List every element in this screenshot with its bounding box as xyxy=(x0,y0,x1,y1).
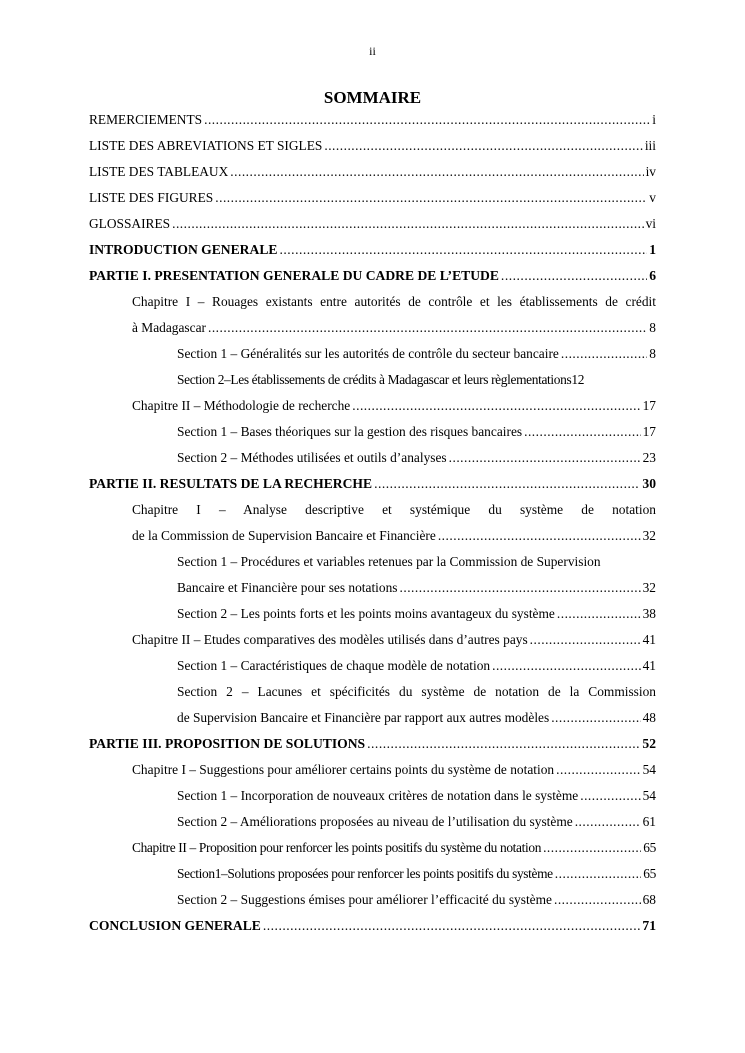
toc-entry-figures[interactable]: LISTE DES FIGURES ..... v xyxy=(89,185,656,211)
page-title: SOMMAIRE xyxy=(323,88,422,107)
toc-entry-p1-chapitre-1-line1[interactable]: Chapitre I – Rouages existants entre autorités de contrôle et les établissements de crédit xyxy=(132,294,656,309)
page-number: ii xyxy=(369,44,376,58)
toc-entry-partie-3[interactable]: PARTIE III. PROPOSITION DE SOLUTIONS ..... 52 xyxy=(89,731,656,757)
toc-entry-tableaux[interactable]: LISTE DES TABLEAUX ..... iv xyxy=(89,159,656,185)
toc-entry-p2-c1-section-1-line1[interactable]: Section 1 – Procédures et variables retenues par la Commission de Supervision xyxy=(177,554,601,569)
toc-entry-p2-chapitre-1-line1[interactable]: Chapitre I – Analyse descriptive et systémique du système de notation xyxy=(132,502,656,517)
toc-entry-p3-c2-section-1[interactable]: Section1–Solutions proposées pour renforcer les points positifs du système ..... 65 xyxy=(89,861,656,887)
toc-entry-p2-c1-section-1-line2[interactable]: Bancaire et Financière pour ses notations ..... 32 xyxy=(89,575,656,601)
toc-entry-p2-c2-section-1[interactable]: Section 1 – Caractéristiques de chaque modèle de notation ..... 41 xyxy=(89,653,656,679)
toc-entry-p1-c1-section-1[interactable]: Section 1 – Généralités sur les autorités de contrôle du secteur bancaire ..... 8 xyxy=(89,341,656,367)
toc-entry-p1-c2-section-2[interactable]: Section 2 – Méthodes utilisées et outils d’analyses ..... 23 xyxy=(89,445,656,471)
toc-entry-p2-chapitre-1-line2[interactable]: de la Commission de Supervision Bancaire et Financière ..... 32 xyxy=(89,523,656,549)
toc-entry-glossaires[interactable]: GLOSSAIRES ..... vi xyxy=(89,211,656,237)
toc-entry-remerciements[interactable]: REMERCIEMENTS ..... i xyxy=(89,107,656,133)
toc-entry-p3-chapitre-2[interactable]: Chapitre II – Proposition pour renforcer les points positifs du système du notation ..... 65 xyxy=(89,835,656,861)
toc-entry-p3-c1-section-1[interactable]: Section 1 – Incorporation de nouveaux critères de notation dans le système ..... 54 xyxy=(89,783,656,809)
toc-entry-p3-chapitre-1[interactable]: Chapitre I – Suggestions pour améliorer certains points du système de notation ..... 54 xyxy=(89,757,656,783)
toc-entry-p1-c1-section-2[interactable]: Section 2–Les établissements de crédits à Madagascar et leurs règlementations 12 xyxy=(177,372,585,387)
toc-entry-p1-chapitre-1-line2[interactable]: à Madagascar ..... 8 xyxy=(89,315,656,341)
toc-entry-p2-c2-section-2-line2[interactable]: de Supervision Bancaire et Financière par rapport aux autres modèles ..... 48 xyxy=(89,705,656,731)
toc-entry-introduction[interactable]: INTRODUCTION GENERALE ..... 1 xyxy=(89,237,656,263)
toc-entry-p3-c2-section-2[interactable]: Section 2 – Suggestions émises pour améliorer l’efficacité du système ..... 68 xyxy=(89,887,656,913)
toc-entry-abreviations[interactable]: LISTE DES ABREVIATIONS ET SIGLES ..... iii xyxy=(89,133,656,159)
toc-entry-p2-chapitre-2[interactable]: Chapitre II – Etudes comparatives des modèles utilisés dans d’autres pays ..... 41 xyxy=(89,627,656,653)
toc-entry-partie-1[interactable]: PARTIE I. PRESENTATION GENERALE DU CADRE DE L’ETUDE ..... 6 xyxy=(89,263,656,289)
toc-entry-p1-chapitre-2[interactable]: Chapitre II – Méthodologie de recherche ..... 17 xyxy=(89,393,656,419)
toc-entry-conclusion[interactable]: CONCLUSION GENERALE ..... 71 xyxy=(89,913,656,939)
toc-entry-p3-c1-section-2[interactable]: Section 2 – Améliorations proposées au niveau de l’utilisation du système ..... 61 xyxy=(89,809,656,835)
toc-entry-partie-2[interactable]: PARTIE II. RESULTATS DE LA RECHERCHE ..... 30 xyxy=(89,471,656,497)
toc-entry-p2-c2-section-2-line1[interactable]: Section 2 – Lacunes et spécificités du système de notation de la Commission xyxy=(177,684,656,699)
toc-entry-p1-c2-section-1[interactable]: Section 1 – Bases théoriques sur la gestion des risques bancaires ..... 17 xyxy=(89,419,656,445)
toc-entry-p2-c1-section-2[interactable]: Section 2 – Les points forts et les points moins avantageux du système ..... 38 xyxy=(89,601,656,627)
table-of-contents xyxy=(89,107,656,939)
